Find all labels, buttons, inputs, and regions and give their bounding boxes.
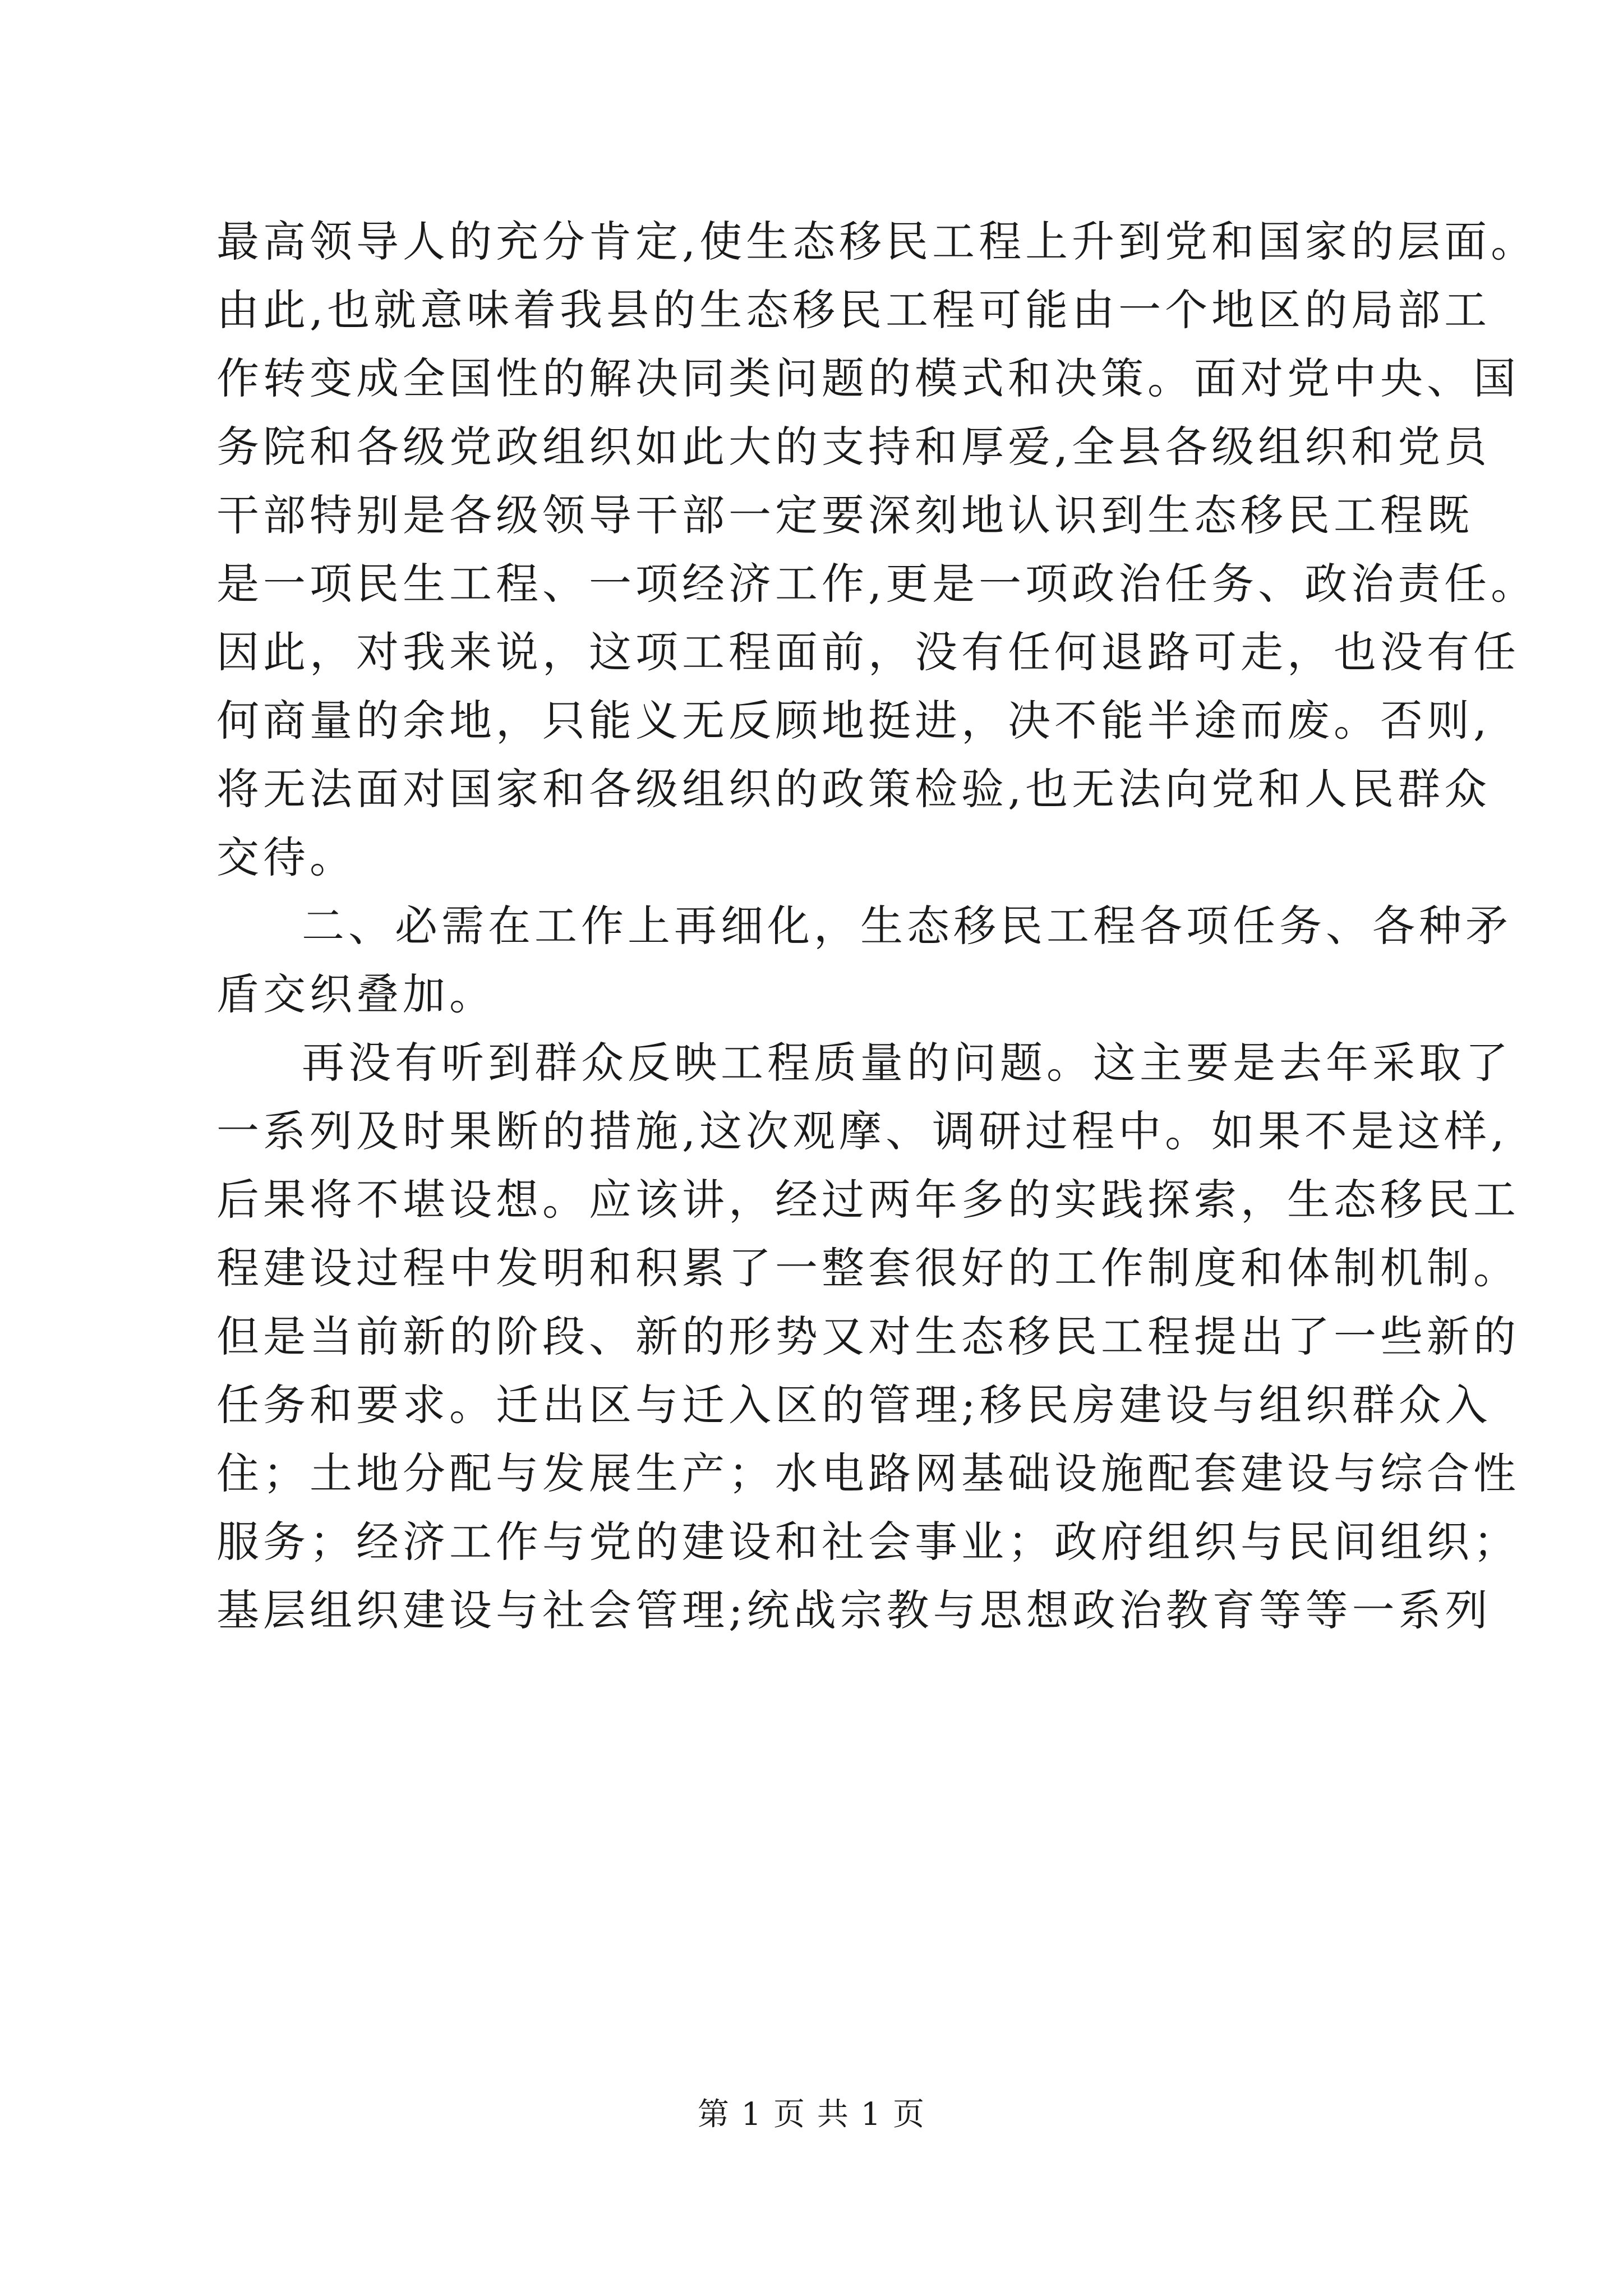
body-text bbox=[216, 208, 1538, 1645]
text-line: 务院和各级党政组织如此大的支持和厚爱,全县各级组织和党员 bbox=[216, 422, 1491, 472]
text-line: 任务和要求。迁出区与迁入区的管理;移民房建设与组织群众入 bbox=[216, 1380, 1492, 1430]
paragraph-first-line: 再没有听到群众反映工程质量的问题。这主要是去年采取了 bbox=[302, 1038, 1512, 1088]
section-heading-line: 二、必需在工作上再细化，生态移民工程各项任务、各种矛 bbox=[302, 901, 1512, 951]
text-line: 作转变成全国性的解决同类问题的模式和决策。面对党中央、国 bbox=[216, 353, 1520, 403]
text-line: 基层组织建设与社会管理;统战宗教与思想政治教育等等一系列 bbox=[216, 1585, 1492, 1635]
text-line: 将无法面对国家和各级组织的政策检验,也无法向党和人民群众 bbox=[216, 764, 1491, 814]
text-line: 是一项民生工程、一项经济工作,更是一项政治任务、政治责任。 bbox=[216, 559, 1538, 609]
text-line: 干部特别是各级领导干部一定要深刻地认识到生态移民工程既 bbox=[216, 490, 1473, 540]
text-line: 后果将不堪设想。应该讲，经过两年多的实践探索，生态移民工 bbox=[216, 1175, 1520, 1225]
section-heading-line: 盾交织叠加。 bbox=[216, 969, 496, 1019]
page-number: 第 1 页 共 1 页 bbox=[697, 2096, 926, 2133]
text-line: 最高领导人的充分肯定,使生态移民工程上升到党和国家的层面。 bbox=[216, 217, 1538, 266]
page-footer bbox=[0, 2095, 1623, 2134]
text-line: 因此，对我来说，这项工程面前，没有任何退路可走，也没有任 bbox=[216, 627, 1520, 677]
text-line: 服务；经济工作与党的建设和社会事业；政府组织与民间组织； bbox=[216, 1517, 1520, 1567]
text-line: 住；土地分配与发展生产；水电路网基础设施配套建设与综合性 bbox=[216, 1448, 1520, 1498]
text-line: 程建设过程中发明和积累了一整套很好的工作制度和体制机制。 bbox=[216, 1243, 1520, 1293]
text-line: 一系列及时果断的措施,这次观摩、调研过程中。如果不是这样, bbox=[216, 1106, 1509, 1156]
text-line: 由此,也就意味着我县的生态移民工程可能由一个地区的局部工 bbox=[216, 285, 1491, 335]
text-line: 交待。 bbox=[216, 832, 356, 882]
text-line: 何商量的余地，只能义无反顾地挺进，决不能半途而废。否则, bbox=[216, 696, 1491, 746]
text-line: 但是当前新的阶段、新的形势又对生态移民工程提出了一些新的 bbox=[216, 1312, 1520, 1361]
